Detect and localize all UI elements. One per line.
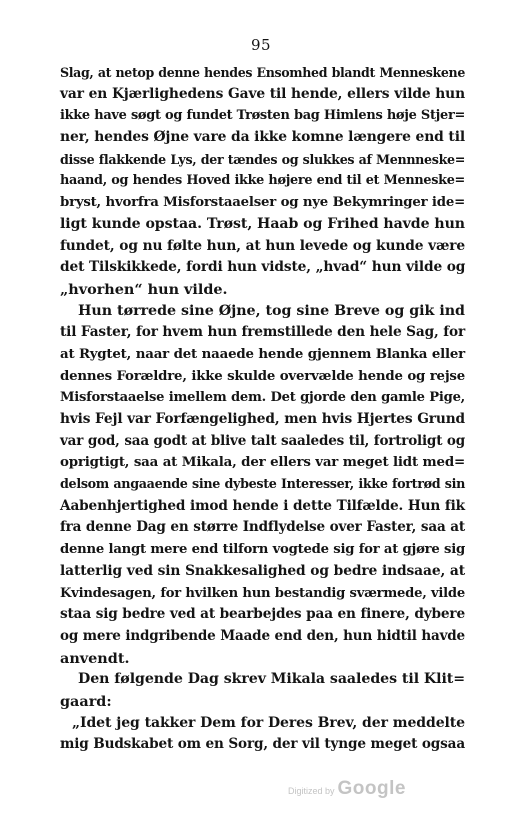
text-line: til Faster, for hvem hun fremstillede den hele Sag, for <box>60 324 466 341</box>
text-line: bryst, hvorfra Misforstaaelser og nye Bekymringer ide= <box>60 195 465 211</box>
text-line: ner, hendes Øjne vare da ikke komne længere end til <box>60 129 465 146</box>
paragraph-start-line: Hun tørrede sine Øjne, tog sine Breve og gik ind <box>78 302 465 319</box>
text-line: Misforstaaelse imellem dem. Det gjorde den gamle Pige, <box>60 390 465 406</box>
text-line: Slag, at netop denne hendes Ensomhed blandt Menneskene <box>60 65 465 80</box>
text-line: det Tilskikkede, fordi hun vidste, „hvad“ hun vilde og <box>60 259 466 276</box>
letter-start-line: „Idet jeg takker Dem for Deres Brev, der meddelte <box>72 714 465 731</box>
body-text <box>60 62 465 756</box>
text-line: haand, og hendes Hoved ikke højere end til et Menneske= <box>60 173 465 189</box>
text-line: ikke have søgt og fundet Trøsten bag Himlens høje Stjer= <box>60 108 465 124</box>
text-line: fundet, og nu følte hun, at hun levede og kunde være <box>60 237 465 254</box>
text-line: „hvorhen“ hun vilde. <box>60 280 228 298</box>
text-line: mig Budskabet om en Sorg, der vil tynge meget ogsaa <box>60 736 465 753</box>
text-line: og mere indgribende Maade end den, hun hidtil havde <box>60 627 465 644</box>
text-line: anvendt. <box>60 649 130 667</box>
google-logo: Google <box>337 778 406 799</box>
text-line: ligt kunde opstaa. Trøst, Haab og Frihed havde hun <box>60 215 465 232</box>
text-line: oprigtigt, saa at Mikala, der ellers var meget lidt med= <box>60 454 465 471</box>
text-line: latterlig ved sin Snakkesalighed og bedre indsaae, at <box>60 562 465 579</box>
text-line: denne langt mere end tilforn vogtede sig for at gjøre sig <box>60 542 465 558</box>
text-line: staa sig bedre ved at bearbejdes paa en finere, dybere <box>60 606 465 623</box>
text-line: dennes Forældre, ikke skulde overvælde hende og rejse <box>60 367 465 384</box>
watermark-prefix: Digitized by <box>288 786 335 796</box>
page-number: 95 <box>250 36 272 54</box>
text-line: Kvindesagen, for hvilken hun bestandig sværmede, vilde <box>60 585 465 601</box>
text-line: Aabenhjertighed imod hende i dette Tilfælde. Hun fik <box>60 497 465 514</box>
paragraph-start-line: Den følgende Dag skrev Mikala saaledes til Klit= <box>78 671 466 688</box>
text-line: delsom angaaende sine dybeste Interesser, ikke fortrød sin <box>60 477 465 493</box>
text-line: disse flakkende Lys, der tændes og slukkes af Mennneske= <box>60 151 465 167</box>
text-line: fra denne Dag en større Indflydelse over Faster, saa at <box>60 519 465 536</box>
text-line: at Rygtet, naar det naaede hende gjennem Blanka eller <box>60 345 465 362</box>
text-line: hvis Fejl var Forfængelighed, men hvis Hjertes Grund <box>60 411 465 427</box>
text-line: var god, saa godt at blive talt saaledes til, fortroligt og <box>60 432 465 449</box>
digitized-by-google-watermark <box>288 778 406 800</box>
text-line: var en Kjærlighedens Gave til hende, ellers vilde hun <box>60 85 465 102</box>
text-line: gaard: <box>60 692 112 710</box>
